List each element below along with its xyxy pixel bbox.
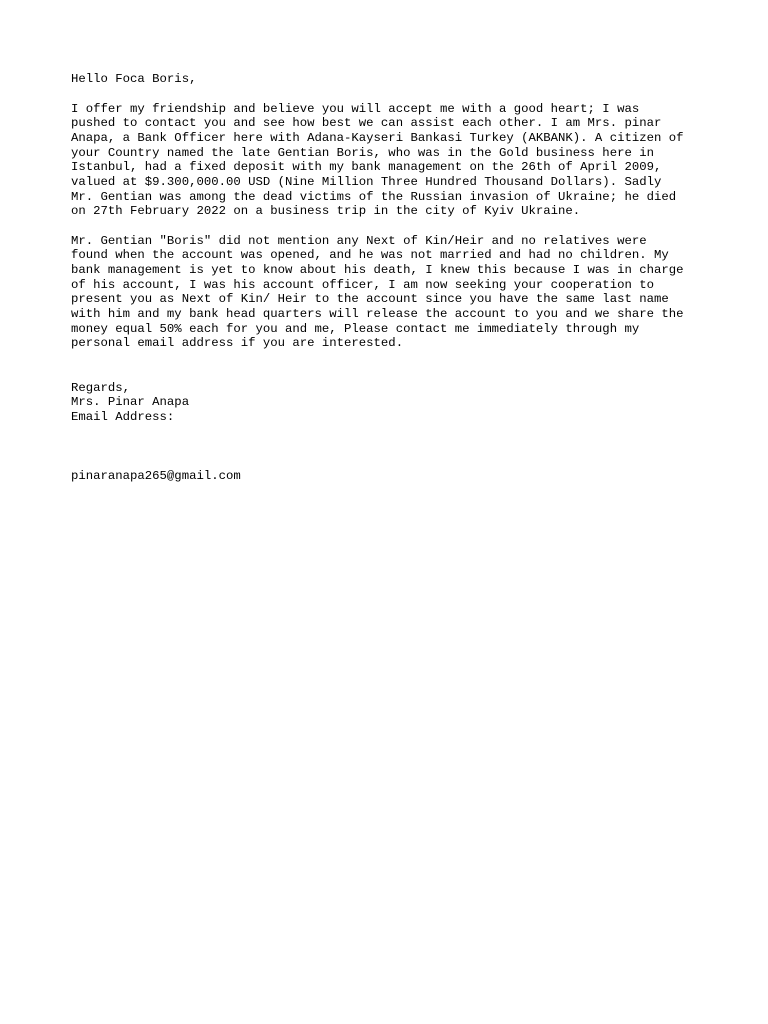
paragraph-line: money equal 50% each for you and me, Please contact me immediately through my <box>71 321 640 336</box>
paragraph-line: your Country named the late Gentian Boris, who was in the Gold business here in <box>71 145 654 160</box>
paragraph-line: Mr. Gentian "Boris" did not mention any Next of Kin/Heir and no relatives were <box>71 233 647 248</box>
closing-regards: Regards, <box>71 380 131 395</box>
paragraph-line: with him and my bank head quarters will release the account to you and we share the <box>71 307 684 321</box>
greeting: Hello Foca Boris, <box>71 72 197 86</box>
paragraph-line: found when the account was opened, and he was not married and had no children. My <box>71 248 669 263</box>
paragraph-line: Mr. Gentian was among the dead victims of the Russian invasion of Ukraine; he died <box>71 189 677 204</box>
email-label: Email Address: <box>71 409 175 424</box>
paragraph-line: personal email address if you are interested. <box>71 336 404 351</box>
sender-name: Mrs. Pinar Anapa <box>71 395 190 410</box>
email-address: pinaranapa265@gmail.com <box>71 468 241 483</box>
paragraph-line: bank management is yet to know about his death, I knew this because I was in charge <box>71 262 684 277</box>
paragraph-line: on 27th February 2022 on a business trip in the city of Kyiv Ukraine. <box>71 204 581 219</box>
paragraph-line: present you as Next of Kin/ Heir to the account since you have the same last name <box>71 292 669 307</box>
paragraph-line: pushed to contact you and see how best we can assist each other. I am Mrs. pinar <box>71 116 662 131</box>
paragraph-line: valued at $9.300,000.00 USD (Nine Million Three Hundred Thousand Dollars). Sadly <box>71 175 662 189</box>
paragraph-line: I offer my friendship and believe you will accept me with a good heart; I was <box>71 101 640 116</box>
paragraph-line: Anapa, a Bank Officer here with Adana-Kayseri Bankasi Turkey (AKBANK). A citizen of <box>71 130 684 145</box>
paragraph-line: Istanbul, had a fixed deposit with my bank management on the 26th of April 2009, <box>71 160 662 175</box>
paragraph-line: of his account, I was his account officer, I am now seeking your cooperation to <box>71 277 654 292</box>
